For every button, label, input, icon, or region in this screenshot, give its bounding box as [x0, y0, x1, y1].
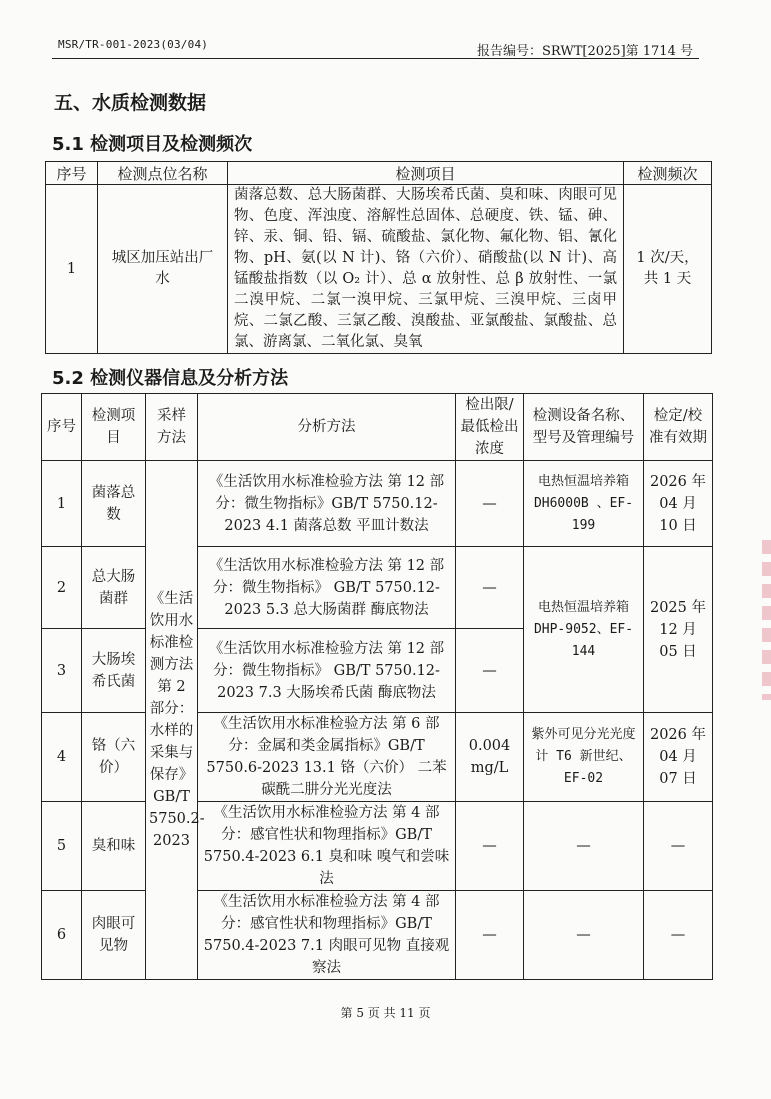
header-divider	[52, 58, 699, 59]
row-no: 1	[42, 461, 82, 547]
table-row	[42, 891, 713, 980]
item: 大肠埃希氏菌	[82, 629, 146, 713]
analysis-method: 《生活饮用水标准检验方法 第 12 部分：微生物指标》GB/T 5750.12-2023 4.1 菌落总数 平皿计数法	[198, 461, 456, 547]
detection-limit: —	[456, 547, 524, 629]
header-site: 检测点位名称	[98, 162, 228, 185]
header-item: 检测项目	[82, 394, 146, 461]
row-no: 2	[42, 547, 82, 629]
header-no: 序号	[42, 394, 82, 461]
row-no: 5	[42, 802, 82, 891]
validity: 2025 年 12 月 05 日	[644, 547, 713, 713]
analysis-method: 《生活饮用水标准检验方法 第 4 部分：感官性状和物理指标》GB/T 5750.4-2023 6.1 臭和味 嗅气和尝味法	[198, 802, 456, 891]
analysis-method: 《生活饮用水标准检验方法 第 12 部分：微生物指标》 GB/T 5750.12-2023 7.3 大肠埃希氏菌 酶底物法	[198, 629, 456, 713]
site-name: 城区加压站出厂水	[98, 185, 228, 354]
subsection-title-5-2: 5.2 检测仪器信息及分析方法	[52, 368, 289, 389]
validity: 2026 年 04 月 10 日	[644, 461, 713, 547]
equipment: 紫外可见分光光度计 T6 新世纪、EF-02	[524, 713, 644, 802]
validity: —	[644, 802, 713, 891]
detection-limit: 0.004 mg/L	[456, 713, 524, 802]
header-validity: 检定/校准有效期	[644, 394, 713, 461]
analysis-method: 《生活饮用水标准检验方法 第 12 部分：微生物指标》 GB/T 5750.12-2023 5.3 总大肠菌群 酶底物法	[198, 547, 456, 629]
header-no: 序号	[46, 162, 98, 185]
header-method: 分析方法	[198, 394, 456, 461]
section-title: 五、水质检测数据	[54, 92, 207, 114]
table-row	[42, 461, 713, 547]
item: 总大肠菌群	[82, 547, 146, 629]
sampling-method: 《生活饮用水标准检测方法 第 2 部分：水样的采集与保存》GB/T 5750.2-2023	[146, 461, 198, 980]
item: 臭和味	[82, 802, 146, 891]
row-no: 4	[42, 713, 82, 802]
validity: —	[644, 891, 713, 980]
equipment: —	[524, 802, 644, 891]
detection-items-table	[45, 161, 712, 354]
table-header-row	[46, 162, 712, 185]
table-row	[42, 547, 713, 629]
detection-limit: —	[456, 802, 524, 891]
analysis-method: 《生活饮用水标准检验方法 第 6 部分：金属和类金属指标》GB/T 5750.6-2023 13.1 铬（六价） 二苯碳酰二肼分光光度法	[198, 713, 456, 802]
item: 铬（六价）	[82, 713, 146, 802]
subsection-title-5-1: 5.1 检测项目及检测频次	[52, 134, 253, 155]
item: 菌落总数	[82, 461, 146, 547]
report-number: 报告编号：SRWT[2025]第 1714 号	[476, 44, 693, 59]
row-no: 6	[42, 891, 82, 980]
analysis-method: 《生活饮用水标准检验方法 第 4 部分：感官性状和物理指标》GB/T 5750.4-2023 7.1 肉眼可见物 直接观察法	[198, 891, 456, 980]
detection-limit: —	[456, 629, 524, 713]
document-code: MSR/TR-001-2023(03/04)	[58, 38, 209, 51]
table-row	[46, 185, 712, 354]
header-frequency: 检测频次	[624, 162, 712, 185]
header-limit: 检出限/最低检出浓度	[456, 394, 524, 461]
header-items: 检测项目	[228, 162, 624, 185]
row-no: 3	[42, 629, 82, 713]
table-header-row	[42, 394, 713, 461]
page-footer: 第 5 页 共 11 页	[340, 1006, 431, 1020]
row-no: 1	[46, 185, 98, 354]
equipment: 电热恒温培养箱 DHP-9052、EF-144	[524, 547, 644, 713]
validity: 2026 年 04 月 07 日	[644, 713, 713, 802]
detection-items: 菌落总数、总大肠菌群、大肠埃希氏菌、臭和味、肉眼可见物、色度、浑浊度、溶解性总固体、总硬度、铁、锰、砷、锌、汞、铜、铅、镉、硫酸盐、氯化物、氟化物、铝、氰化物、pH、氨(以 N 计)、铬（六价）、硝酸盐(以 N 计)、高锰酸盐指数（以 O₂ 计）、总 α 放射性、总 β 放射性、一氯二溴甲烷、二氯一溴甲烷、三氯甲烷、三溴甲烷、三卤甲烷、二氯乙酸、三氯乙酸、溴酸盐、亚氯酸盐、氯酸盐、总氯、游离氯、二氧化氯、臭氧	[228, 185, 624, 354]
table-row	[42, 713, 713, 802]
header-equipment: 检测设备名称、型号及管理编号	[524, 394, 644, 461]
detection-limit: —	[456, 461, 524, 547]
table-row	[42, 802, 713, 891]
equipment: 电热恒温培养箱 DH6000B 、EF-199	[524, 461, 644, 547]
frequency: 1 次/天，共 1 天	[624, 185, 712, 354]
instrument-method-table	[41, 393, 713, 980]
detection-limit: —	[456, 891, 524, 980]
seal-edge-mark	[762, 540, 771, 700]
item: 肉眼可见物	[82, 891, 146, 980]
equipment: —	[524, 891, 644, 980]
header-sampling: 采样方法	[146, 394, 198, 461]
